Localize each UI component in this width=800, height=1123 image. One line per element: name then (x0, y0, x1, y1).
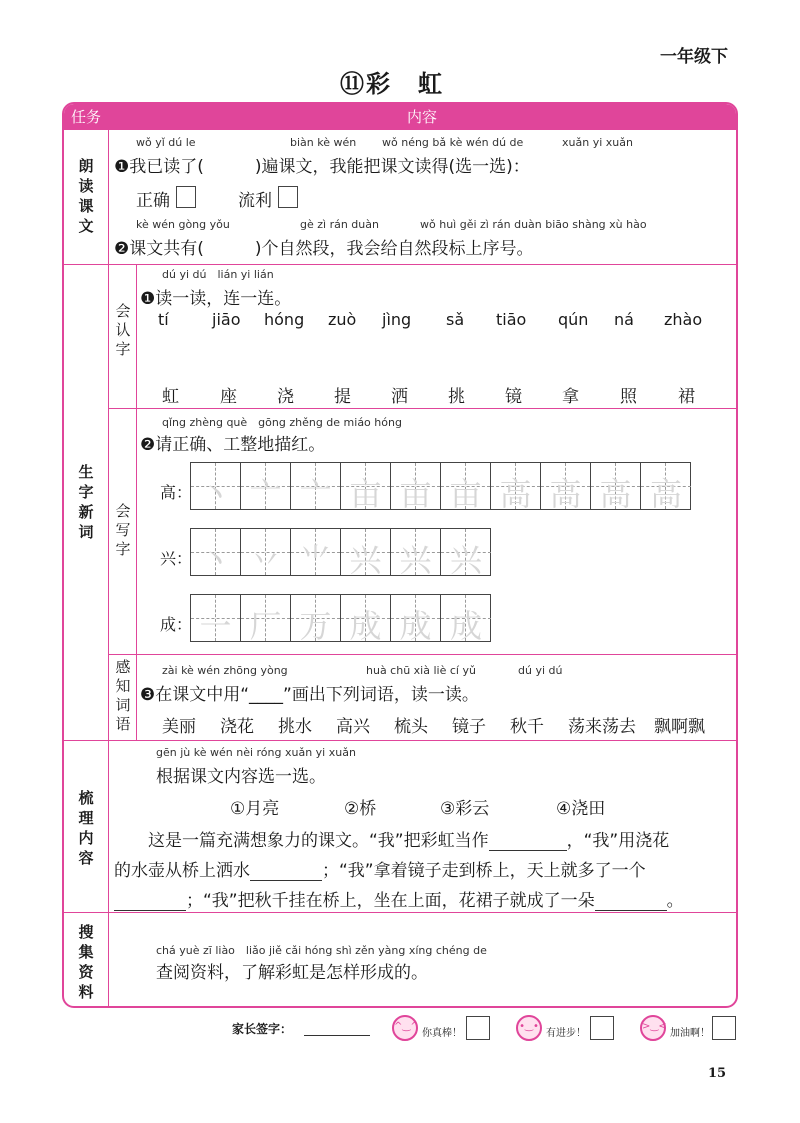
match-pinyin[interactable]: ná (614, 310, 634, 329)
fill-blank-2[interactable] (250, 864, 322, 881)
pinyin: wǒ huì gěi zì rán duàn biāo shàng xù hào (420, 218, 647, 231)
smile-sun-icon: •‿• (516, 1015, 542, 1041)
rating-box-great[interactable] (466, 1016, 490, 1040)
pinyin: gè zì rán duàn (300, 218, 379, 231)
choice-option: ④浇田 (556, 799, 606, 819)
pinyin: biàn kè wén (290, 136, 357, 149)
sublabel-perceive: 感 知 词 语 (115, 658, 131, 733)
match-pinyin[interactable]: qún (558, 310, 589, 329)
task-label-collect: 搜 集 资 料 (78, 923, 94, 1001)
word: 浇花 (220, 717, 254, 737)
task-label-read: 朗 读 课 文 (78, 157, 94, 235)
word: 镜子 (452, 717, 486, 737)
write-row-label: 高： (160, 483, 193, 502)
paragraph-line: ；“我”把秋千挂在桥上，坐在上面，花裙子就成了一朵 。 (114, 886, 684, 911)
divider (108, 408, 736, 409)
instruction-perceive: ❸在课文中用“____”画出下列词语，读一读。 (140, 685, 479, 705)
match-char[interactable]: 镜 (505, 387, 522, 407)
writing-grid-cheng[interactable]: 一 厂 万 成 成 成 (190, 594, 491, 642)
match-pinyin[interactable]: tí (158, 310, 169, 329)
paragraph-line: 这是一篇充满想象力的课文。“我”把彩虹当作 ，“我”用浇花 (148, 831, 670, 851)
word: 高兴 (336, 717, 370, 737)
option-correct-label: 正确 (136, 191, 170, 211)
write-row-label: 成： (160, 615, 193, 634)
rating-label: 加油啊！ (670, 1028, 710, 1039)
lesson-title: ⑪彩 虹 (340, 70, 444, 98)
question-1: ❶我已读了( )遍课文，我能把课文读得(选一选)： (114, 157, 530, 177)
instruction-recognize: ❶读一读，连一连。 (140, 289, 292, 309)
table-header (64, 104, 736, 130)
fill-blank-3[interactable] (114, 894, 186, 911)
pinyin: gēn jù kè wén nèi róng xuǎn yi xuǎn (156, 746, 356, 759)
choice-option: ③彩云 (440, 799, 490, 819)
grade-label: 一年级下 (660, 47, 728, 67)
fill-blank-1[interactable] (489, 834, 567, 851)
fill-blank-4[interactable] (595, 894, 667, 911)
column-divider (108, 130, 109, 1006)
pinyin: chá yuè zī liào liǎo jiě cǎi hóng shì zěn yàng xíng chéng de (156, 944, 487, 957)
col-content-header: 内容 (406, 108, 437, 126)
word: 荡来荡去 (568, 717, 636, 737)
match-pinyin[interactable]: jìng (382, 310, 412, 329)
divider (108, 654, 736, 655)
choice-option: ②桥 (344, 799, 377, 819)
match-char[interactable]: 拿 (562, 387, 579, 407)
pinyin: zài kè wén zhōng yòng (162, 664, 288, 677)
pinyin: wǒ néng bǎ kè wén dú de (382, 136, 524, 149)
paragraph-line: 的水壶从桥上洒水 ；“我”拿着镜子走到桥上，天上就多了一个 (114, 861, 646, 881)
write-row-label: 兴： (160, 549, 193, 568)
rating-box-keep-going[interactable] (712, 1016, 736, 1040)
match-char[interactable]: 提 (334, 387, 351, 407)
divider (64, 912, 736, 913)
pinyin: xuǎn yi xuǎn (562, 136, 633, 149)
match-pinyin[interactable]: sǎ (446, 310, 465, 329)
pinyin: qǐng zhèng què gōng zhěng de miáo hóng (162, 416, 402, 429)
pinyin: huà chū xià liè cí yǔ (366, 664, 476, 677)
pinyin: wǒ yǐ dú le (136, 136, 196, 149)
choice-option: ①月亮 (230, 799, 280, 819)
option-fluent-checkbox[interactable] (278, 186, 298, 208)
match-char[interactable]: 挑 (448, 387, 465, 407)
task-label-sort: 梳 理 内 容 (78, 789, 94, 867)
cheer-sun-icon: >‿< (640, 1015, 666, 1041)
match-char[interactable]: 照 (620, 387, 637, 407)
word: 飘啊飘 (654, 717, 705, 737)
task-label-words: 生 字 新 词 (78, 463, 94, 541)
question-2: ❷课文共有( )个自然段，我会给自然段标上序号。 (114, 239, 534, 259)
match-pinyin[interactable]: jiāo (212, 310, 241, 329)
sublabel-recognize: 会 认 字 (115, 302, 131, 358)
pinyin: dú yi dú lián yi lián (162, 268, 274, 281)
word: 挑水 (278, 717, 312, 737)
parent-signature-label: 家长签字： (232, 1022, 293, 1036)
col-task-header: 任务 (70, 108, 101, 126)
match-char[interactable]: 浇 (277, 387, 294, 407)
match-char[interactable]: 洒 (391, 387, 408, 407)
match-pinyin[interactable]: tiāo (496, 310, 527, 329)
writing-grid-xing[interactable]: 丶 丷 ⺌ 兴 兴 兴 (190, 528, 491, 576)
match-pinyin[interactable]: hóng (264, 310, 305, 329)
match-char[interactable]: 虹 (162, 387, 179, 407)
rating-box-progress[interactable] (590, 1016, 614, 1040)
option-correct-checkbox[interactable] (176, 186, 196, 208)
parent-signature-line[interactable] (304, 1035, 370, 1036)
collect-task: 查阅资料，了解彩虹是怎样形成的。 (156, 963, 428, 983)
match-pinyin[interactable]: zhào (664, 310, 703, 329)
instruction-sort: 根据课文内容选一选。 (156, 767, 326, 787)
word: 梳头 (394, 717, 428, 737)
rating-label: 有进步！ (546, 1028, 586, 1039)
page-number: 15 (708, 1066, 727, 1081)
match-char[interactable]: 裙 (678, 387, 695, 407)
match-pinyin[interactable]: zuò (328, 310, 357, 329)
pinyin: kè wén gòng yǒu (136, 218, 230, 231)
instruction-write: ❷请正确、工整地描红。 (140, 435, 326, 455)
writing-grid-gao[interactable]: 丶 亠 亠 亩 亩 亩 高 高 高 高 (190, 462, 691, 510)
word: 秋千 (510, 717, 544, 737)
rating-label: 你真棒！ (422, 1028, 462, 1039)
match-char[interactable]: 座 (220, 387, 237, 407)
divider (64, 740, 736, 741)
divider (64, 264, 736, 265)
option-fluent-label: 流利 (238, 191, 272, 211)
word: 美丽 (162, 717, 196, 737)
sublabel-write: 会 写 字 (115, 502, 131, 558)
happy-sun-icon: ^‿^ (392, 1015, 418, 1041)
pinyin: dú yi dú (518, 664, 563, 677)
